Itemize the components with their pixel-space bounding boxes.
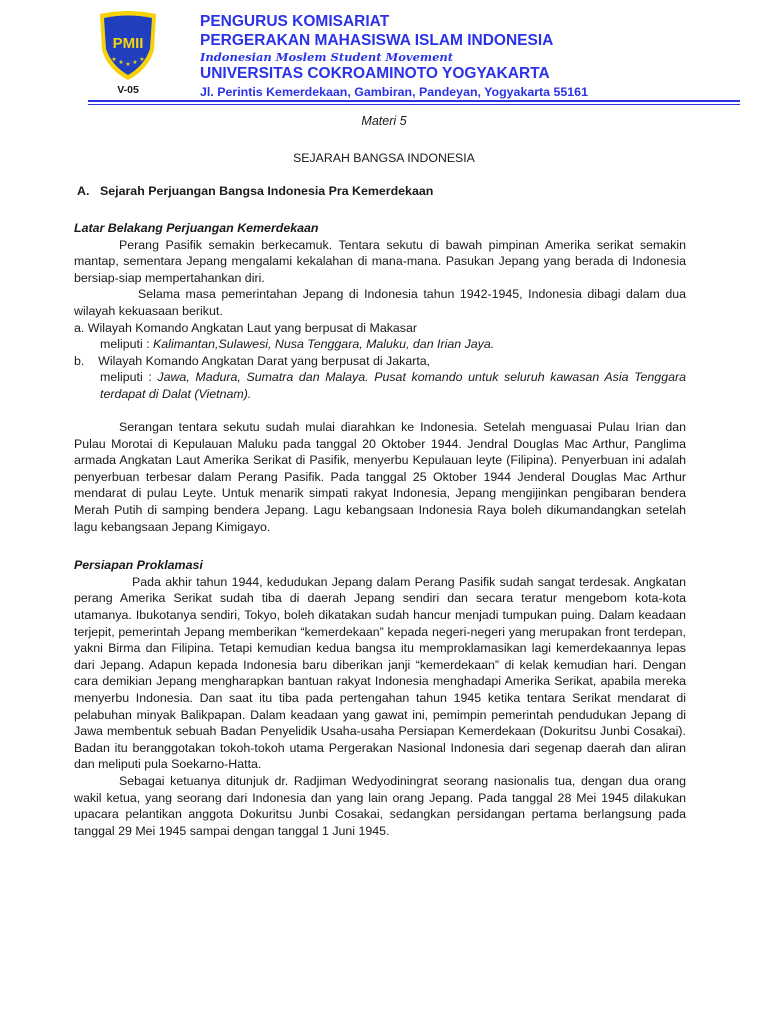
- paragraph-3: Serangan tentara sekutu sudah mulai diarahkan ke Indonesia. Setelah menguasai Pulau Irian dan Pulau Morotai di Kepulauan Maluku pada tanggal 20 Oktober 1944. Jendral Douglas Mac Arthur, Panglima armada Angkatan Laut Amerika Serikat di Pasifik, menyerbu Kepulauan leyte (Filipina). Penyerbuan ini adalah penyerbuan terbesar dalam Perang Pasifik. Pada tanggal 25 Oktober 1944 Jenderal Douglas Mac Arthur mendarat di pulau Leyte. Untuk menarik simpati rakyat Indonesia, Jepang mengijinkan pengibaran bendera Merah Putih di samping bendera Jepang. Lagu kebangsaan Indonesia Raya boleh dikumandangkan setelah lagu kebangsaan Jepang Kimigayo.: [74, 420, 686, 534]
- subheading-persiapan-proklamasi: Persiapan Proklamasi: [74, 558, 203, 573]
- section-letter: A.: [77, 184, 90, 198]
- subheading-latar-belakang: Latar Belakang Perjuangan Kemerdekaan: [74, 221, 319, 235]
- section-title: Sejarah Perjuangan Bangsa Indonesia Pra Kemerdekaan: [100, 184, 434, 198]
- list-item-a-detail: [74, 336, 686, 353]
- pmii-logo: [96, 10, 160, 82]
- list-item-a-label: meliputi :: [100, 337, 154, 352]
- org-university: UNIVERSITAS COKROAMINOTO YOGYAKARTA: [200, 65, 550, 82]
- org-tagline: Indonesian Moslem Student Movement: [200, 50, 454, 64]
- org-address: Jl. Perintis Kemerdekaan, Gambiran, Pandeyan, Yogyakarta 55161: [200, 85, 588, 99]
- header-rule-thin: [88, 104, 740, 105]
- svg-text:★: ★: [125, 61, 131, 68]
- svg-text:★: ★: [118, 59, 124, 66]
- list-item-b-label: meliputi :: [100, 370, 158, 385]
- paragraph-1: Perang Pasifik semakin berkecamuk. Tentara sekutu di bawah pimpinan Amerika serikat semakin mantap, sementara Jepang mengalami kekalahan di mana-mana. Pasukan Jepang yang berada di Indonesia bersiap-siap mempertahankan diri.: [74, 237, 686, 285]
- paragraph-2: Selama masa pemerintahan Jepang di Indonesia tahun 1942-1945, Indonesia dibagi dalam dua wilayah kekuasaan berikut.: [74, 287, 686, 318]
- list-item-a: a. Wilayah Komando Angkatan Laut yang berpusat di Makasar: [74, 320, 418, 335]
- logo-lettering: PMII: [112, 35, 144, 52]
- paragraph-5: Sebagai ketuanya ditunjuk dr. Radjiman Wedyodiningrat seorang nasionalis tua, dengan dua orang wakil ketua, yang seorang dari Indonesia dan yang lain orang Jepang. Pada tanggal 28 Mei 1945 dilakukan upacara pelantikan anggota Dokuritsu Junbi Cosakai, sedangkan persidangan pertama berlangsung pada tanggal 29 Mei 1945 sampai dengan tanggal 1 Juni 1945.: [74, 773, 686, 838]
- org-line-2: PERGERAKAN MAHASISWA ISLAM INDONESIA: [200, 32, 554, 49]
- svg-text:★: ★: [132, 59, 138, 66]
- organization-header: [200, 13, 740, 100]
- document-body: [74, 220, 686, 839]
- svg-text:★: ★: [139, 56, 145, 63]
- list-item-a-text: Kalimantan,Sulawesi, Nusa Tenggara, Maluku, dan Irian Jaya.: [153, 337, 495, 352]
- list-item-b: [74, 353, 686, 370]
- document-title: SEJARAH BANGSA INDONESIA: [293, 151, 475, 165]
- list-item-b-text-detail: Jawa, Madura, Sumatra dan Malaya. Pusat komando untuk seluruh kawasan Asia Tenggara terdapat di Dalat (Vietnam).: [100, 370, 686, 401]
- document-code: V-05: [117, 84, 139, 96]
- list-item-b-detail: [74, 369, 686, 402]
- org-line-1: PENGURUS KOMISARIAT: [200, 13, 390, 30]
- paragraph-4: Pada akhir tahun 1944, kedudukan Jepang dalam Perang Pasifik sudah sangat terdesak. Angkatan perang Amerika Serikat sudah tiba di daerah Jepang sendiri dan secara teratur mengebom kota-kota utamanya. Ibukotanya sendiri, Tokyo, boleh dikatakan sudah hancur menjadi tumpukan puing. Dalam keadaan terjepit, pemerintah Jepang memberikan “kemerdekaan” kepada negeri-negeri yang merupakan front terdepan, yakni Birma dan Filipina. Tetapi kemudian kedua bangsa itu memproklamasikan lagi kemerdekaannya lepas dari Jepang. Adapun kepada Indonesia baru diberikan janji “kemerdekaan” di kelak kemudian hari. Dengan cara demikian Jepang mengharapkan bantuan rakyat Indonesia menghadapi Amerika Serikat, apabila mereka menyerbu Indonesia. Dan saat itu tiba pada pertengahan tahun 1945 ketika tentara Serikat mendarat di pelabuhan minyak Balikpapan. Dalam keadaan yang gawat ini, pemimpin pemerintah pendudukan Jepang di Jawa membentuk sebuah Badan Penyelidik Usaha-usaha Persiapan Kemerdekaan (Dokuritsu Junbi Cosakai). Badan itu beranggotakan tokoh-tokoh utama Pergerakan Nasional Indonesia dari segenap daerah dan aliran dan meliputi pula Soekarno-Hatta.: [74, 574, 686, 772]
- svg-text:★: ★: [111, 56, 117, 63]
- materi-label: Materi 5: [361, 114, 407, 128]
- list-item-b-text: Wilayah Komando Angkatan Darat yang berpusat di Jakarta,: [98, 353, 431, 368]
- list-item-b-letter: b.: [74, 353, 85, 368]
- section-heading: [77, 184, 433, 198]
- header-rule-thick: [88, 100, 740, 102]
